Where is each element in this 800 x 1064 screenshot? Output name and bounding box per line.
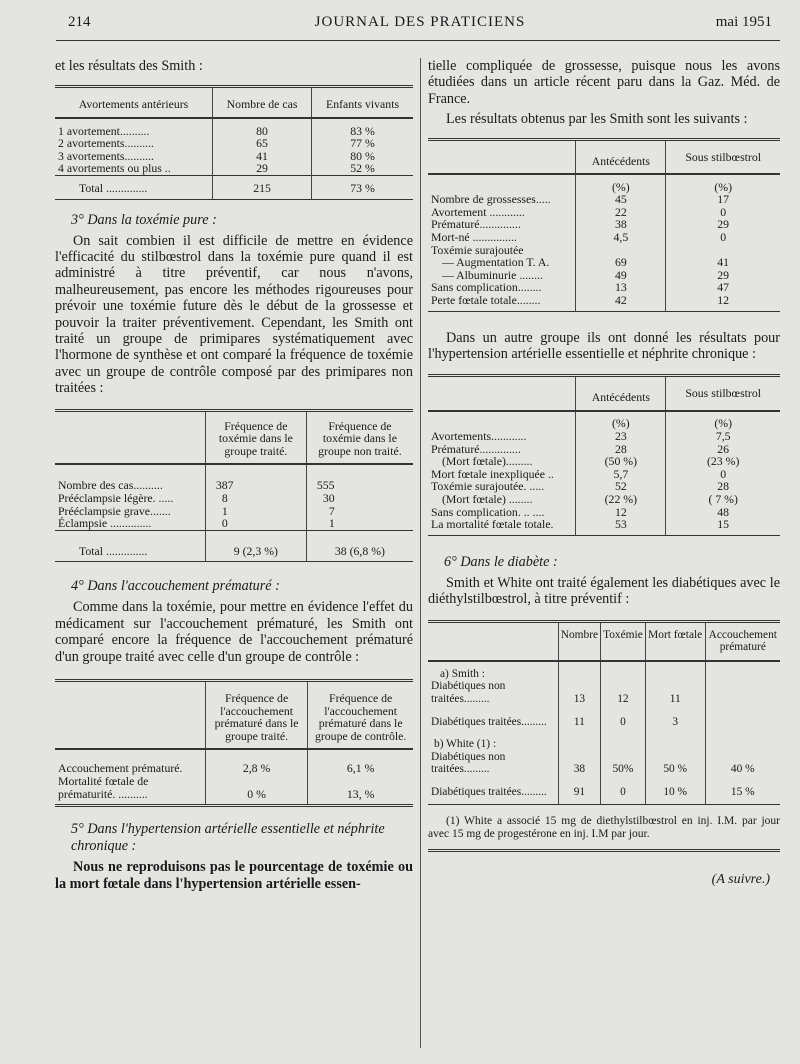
table-row: Diabétiques non traitées......... 38 50% 50 % 40 % [428, 751, 780, 776]
col-header [428, 139, 576, 174]
to-be-continued: (A suivre.) [711, 872, 770, 888]
table-row: Diabétiques traitées......... 91 0 10 % 15 % [428, 786, 780, 805]
table-row: Avortement ............ 22 0 [428, 206, 780, 219]
section-6-title: 6° Dans le diabète : [444, 553, 558, 570]
table-row: — Augmentation T. A. 69 41 [428, 256, 780, 269]
table-hypertension-1 [428, 138, 780, 312]
table-row: Mort-né ............... 4,5 0 [428, 231, 780, 244]
continued-text: tielle compliquée de grossesse, puisque nous les avons étudiées dans un article récent paru dans la Gaz. Méd. de France. [428, 58, 780, 107]
table-units-row: (%) (%) [428, 411, 780, 430]
table-row: Nombre des cas.......... 387 555 [55, 479, 413, 492]
col-header [428, 376, 576, 411]
col-header: Fréquence de l'accouchement prématuré dans le groupe de contrôle. [308, 681, 413, 750]
col-header: Accouchement prématuré [705, 621, 780, 661]
table-row: Sans complication........ 13 47 [428, 281, 780, 294]
table-total-row: Total .............. 215 73 % [55, 182, 413, 199]
table-row: Prééclampsie légère. ..... 8 30 [55, 492, 413, 505]
table-row: 3 avortements.......... 41 80 % [55, 150, 413, 163]
footnote: (1) White a associé 15 mg de diethylstilbœstrol en inj. I.M. par jour avec 15 mg de progestérone en inj. I.M par jour. [428, 815, 780, 841]
table-hypertension-2 [428, 374, 780, 535]
intro-line: et les résultats des Smith : [55, 58, 203, 74]
table-row: Toxémie surajoutée [428, 244, 780, 257]
footnote-rule [428, 849, 780, 852]
results-intro: Les résultats obtenus par les Smith sont les suivants : [446, 111, 748, 128]
table-total-row: Total .............. 9 (2,3 %) 38 (6,8 %) [55, 545, 413, 562]
col-header: Fréquence de toxémie dans le groupe non traité. [306, 410, 413, 464]
section-4-text: Comme dans la toxémie, pour mettre en évidence l'effet du médicament sur l'accouchement prématuré, les Smith ont comparé encore la fréquence de l'accouchement prématuré d'un groupe traité avec celle d'un groupe de contrôle : [55, 599, 413, 665]
col-header [55, 681, 205, 750]
section-5-title: 5° Dans l'hypertension artérielle essentielle et néphrite chronique : [71, 821, 385, 855]
col-header: Sous stilbœstrol [666, 139, 780, 174]
table-row: (Mort fœtale) ........ (22 %) ( 7 %) [428, 493, 780, 506]
table-row: Perte fœtale totale........ 42 12 [428, 294, 780, 311]
column-separator [420, 58, 421, 1048]
table-group-title: b) White (1) : [428, 728, 780, 751]
col-header: Enfants vivants [312, 87, 413, 118]
col-header [55, 410, 205, 464]
left-column [55, 58, 413, 892]
section-6-text: Smith et White ont traité également les diabétiques avec le diéthylstilbœstrol, à titre préventif : [428, 574, 780, 608]
table-row: Diabétiques traitées......... 11 0 3 [428, 716, 780, 729]
table-row: Éclampsie .............. 0 1 [55, 517, 413, 530]
table-row: Avortements............ 23 7,5 [428, 430, 780, 443]
right-column [428, 58, 780, 888]
table-diabetes [428, 620, 780, 806]
table-row: Nombre de grossesses..... 45 17 [428, 193, 780, 206]
table-row: Mort fœtale inexpliquée .. 5,7 0 [428, 468, 780, 481]
col-header: Toxémie [601, 621, 646, 661]
table-row: Prématuré.............. 38 29 [428, 218, 780, 231]
table-row: Accouchement prématuré. 2,8 % 6,1 % [55, 762, 413, 775]
table-row: Prématuré.............. 28 26 [428, 443, 780, 456]
table-row: Sans complication. .. .... 12 48 [428, 506, 780, 519]
table-row: (Mort fœtale)......... (50 %) (23 %) [428, 455, 780, 468]
col-header [428, 621, 558, 661]
col-header: Mort fœtale [645, 621, 705, 661]
table-units-row: (%) (%) [428, 174, 780, 193]
issue-date: mai 1951 [715, 14, 772, 30]
section-5-text: Nous ne reproduisons pas le pourcentage de toxémie ou la mort fœtale dans l'hypertension artérielle essen- [55, 859, 413, 892]
table-row: 4 avortements ou plus .. 29 52 % [55, 162, 413, 175]
page-number: 214 [68, 14, 91, 30]
table-row: Diabétiques non traitées......... 13 12 11 [428, 680, 780, 705]
col-header: Antécédents [576, 376, 666, 411]
table-row: 1 avortement.......... 80 83 % [55, 125, 413, 138]
table-row: La mortalité fœtale totale. 53 15 [428, 518, 780, 535]
group2-text: Dans un autre groupe ils ont donné les résultats pour l'hypertension artérielle essentielle et néphrite chronique : [428, 329, 780, 362]
col-header: Sous stilbœstrol [666, 376, 780, 411]
section-3-text: On sait combien il est difficile de mettre en évidence l'efficacité du stilbœstrol dans la toxémie pure quand il est administré à titre préventif, car nous n'avons, malheureusement, pas encore les méthodes rigoureuses pour prévoir une toxémie future dès le début de la grossesse et pouvoir la traiter préventivement. Cependant, les Smith ont traité un groupe de primipares systématiquement avec l'hormone de synthèse et ont comparé la fréquence de toxémie avec un groupe de contrôle composé par des primipares non traitées : [55, 232, 413, 397]
col-header: Fréquence de toxémie dans le groupe traité. [205, 410, 306, 464]
section-4-title: 4° Dans l'accouchement prématuré : [71, 578, 280, 595]
table-toxemia [55, 409, 413, 563]
table-row: Toxémie surajoutée. ..... 52 28 [428, 480, 780, 493]
table-row: — Albuminurie ........ 49 29 [428, 269, 780, 282]
section-3-title: 3° Dans la toxémie pure : [71, 211, 217, 228]
table-miscarriages [55, 85, 413, 200]
table-row: Mortalité fœtale de prématurité. .......... 0 % 13, % [55, 775, 413, 806]
col-header: Fréquence de l'accouchement prématuré dans le groupe traité. [205, 681, 307, 750]
col-header: Avortements antérieurs [78, 97, 189, 111]
table-group-title: a) Smith : [428, 661, 780, 681]
header-rule [56, 40, 780, 41]
journal-title: JOURNAL DES PRATICIENS [314, 14, 526, 30]
table-premature [55, 679, 413, 807]
col-header: Nombre de cas [213, 87, 312, 118]
col-header: Antécédents [576, 139, 666, 174]
table-row: Prééclampsie grave....... 1 7 [55, 505, 413, 518]
col-header: Nombre [558, 621, 600, 661]
table-row: 2 avortements.......... 65 77 % [55, 137, 413, 150]
page-header [68, 14, 772, 34]
